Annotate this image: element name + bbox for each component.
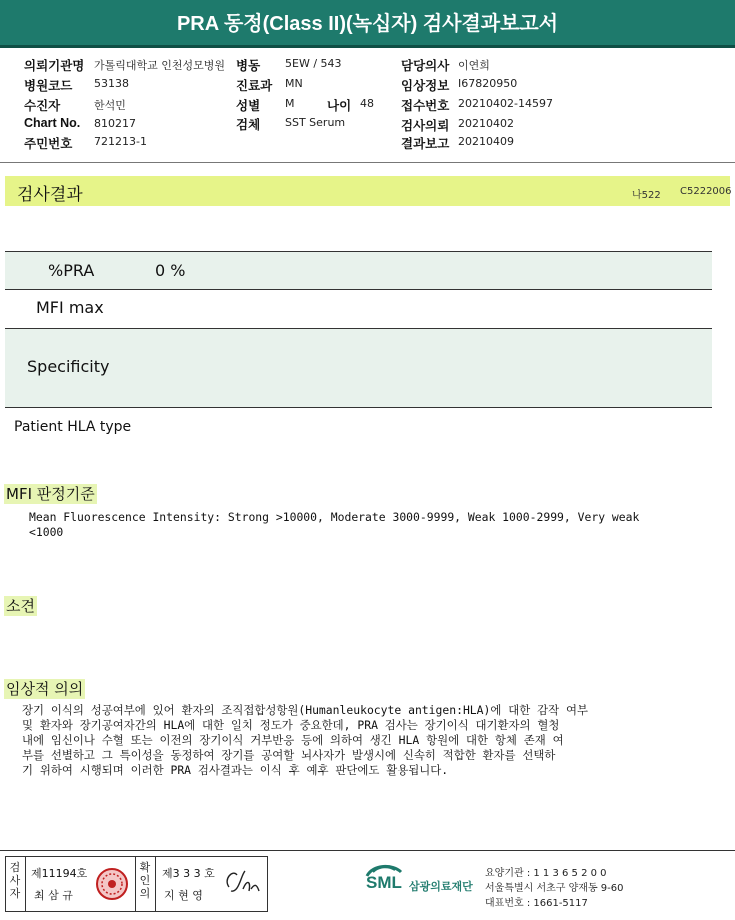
- report-date-label: 결과보고: [401, 137, 450, 151]
- hospital-code-label: 병원코드: [24, 79, 73, 93]
- examiner-license: 제11194호: [31, 867, 88, 880]
- pra-row: [5, 252, 712, 289]
- age-label: 나이: [327, 99, 352, 113]
- specimen-value: SST Serum: [285, 116, 346, 129]
- confirmer-license: 제3 3 3 호: [162, 867, 215, 880]
- chart-no-label: Chart No.: [24, 116, 81, 130]
- sex-label: 성별: [236, 99, 261, 113]
- results-code-1: 나522: [632, 190, 661, 201]
- sex-value: M: [285, 97, 295, 110]
- mfi-criteria-line-2: <1000: [29, 525, 64, 539]
- hospital-name-value: 가톨릭대학교 인천성모병원: [94, 59, 226, 72]
- clinical-info-value: I67820950: [458, 77, 518, 90]
- specimen-label: 검체: [236, 118, 261, 132]
- sign-divider-3: [155, 857, 156, 911]
- signature-box: [5, 856, 268, 912]
- results-code-2: C5222006: [680, 186, 732, 197]
- doctor-label: 담당의사: [401, 59, 450, 73]
- mfi-max-row: [5, 290, 712, 328]
- logo-text: SML: [366, 873, 402, 892]
- resident-no-value: 721213-1: [94, 135, 147, 148]
- patient-name-label: 수진자: [24, 99, 61, 113]
- address: 서울특별시 서초구 양재동 9-60: [485, 883, 624, 894]
- report-title: PRA 동정(Class II)(녹십자) 검사결과보고서: [0, 0, 735, 48]
- clinical-line-2: 및 환자와 장기공여자간의 HLA에 대한 일치 정도가 중요한데, PRA 검사는 장기이식 대기환자의 혈청: [22, 718, 560, 732]
- department-value: MN: [285, 77, 303, 90]
- results-title: 검사결과: [17, 185, 83, 205]
- phone-number: 대표번호 : 1661-5117: [485, 898, 588, 909]
- sign-divider-1: [25, 857, 26, 911]
- signature-icon: [221, 865, 263, 901]
- clinical-line-5: 기 위하여 시행되며 이러한 PRA 검사결과는 이식 후 예후 판단에도 활용됩니다.: [22, 763, 449, 777]
- confirmer-label: 확인의: [139, 861, 151, 900]
- mfi-max-label: MFI max: [36, 298, 104, 317]
- request-date-value: 20210402: [458, 117, 514, 130]
- clinical-line-1: 장기 이식의 성공여부에 있어 환자의 조직접합성항원(Humanleukocyte antigen:HLA)에 대한 감작 여부: [22, 703, 588, 717]
- receipt-no-value: 20210402-14597: [458, 97, 553, 110]
- chart-no-value: 810217: [94, 117, 136, 130]
- opinion-title: 소견: [6, 597, 35, 615]
- specificity-row: [5, 329, 712, 407]
- mfi-criteria-line-1: Mean Fluorescence Intensity: Strong >10000, Moderate 3000-9999, Weak 1000-2999, Very weak: [29, 510, 640, 524]
- request-date-label: 검사의뢰: [401, 119, 450, 133]
- clinical-title: 임상적 의의: [6, 680, 84, 698]
- clinical-line-3: 내에 임신이나 수혈 또는 이전의 장기이식 거부반응 등에 의하여 생긴 HLA 항원에 대한 항체 존재 여: [22, 733, 564, 747]
- ward-value: 5EW / 543: [285, 57, 342, 70]
- specificity-label: Specificity: [27, 357, 110, 376]
- department-label: 진료과: [236, 79, 273, 93]
- doctor-value: 이연희: [458, 59, 490, 72]
- info-divider: [0, 162, 735, 163]
- confirmer-name: 지 현 영: [164, 889, 203, 902]
- hospital-code-value: 53138: [94, 77, 129, 90]
- row-line-bottom: [5, 407, 712, 408]
- hospital-name-label: 의뢰기관명: [24, 59, 85, 73]
- examiner-name: 최 삼 규: [34, 889, 73, 902]
- logo-subtext: 삼광의료재단: [409, 880, 473, 893]
- mfi-criteria-title: MFI 판정기준: [6, 485, 95, 503]
- patient-name-value: 한석민: [94, 99, 126, 112]
- pra-label: %PRA: [48, 261, 95, 280]
- patient-hla-type: Patient HLA type: [14, 419, 132, 435]
- results-section-bar: [5, 176, 730, 206]
- agency-number: 요양기관 : 1 1 3 6 5 2 0 0: [485, 868, 607, 879]
- ward-label: 병동: [236, 59, 261, 73]
- sign-divider-2: [135, 857, 136, 911]
- age-value: 48: [360, 97, 374, 110]
- resident-no-label: 주민번호: [24, 137, 73, 151]
- clinical-info-label: 임상정보: [401, 79, 450, 93]
- clinical-line-4: 부를 선별하고 그 특이성을 동정하여 장기를 공여할 뇌사자가 발생시에 신속히 적합한 환자를 선택하: [22, 748, 556, 762]
- footer-divider: [0, 850, 735, 851]
- examiner-label: 검사자: [9, 861, 21, 900]
- pra-value: 0 %: [155, 261, 186, 280]
- receipt-no-label: 접수번호: [401, 99, 450, 113]
- seal-stamp-icon: [94, 866, 130, 902]
- report-date-value: 20210409: [458, 135, 514, 148]
